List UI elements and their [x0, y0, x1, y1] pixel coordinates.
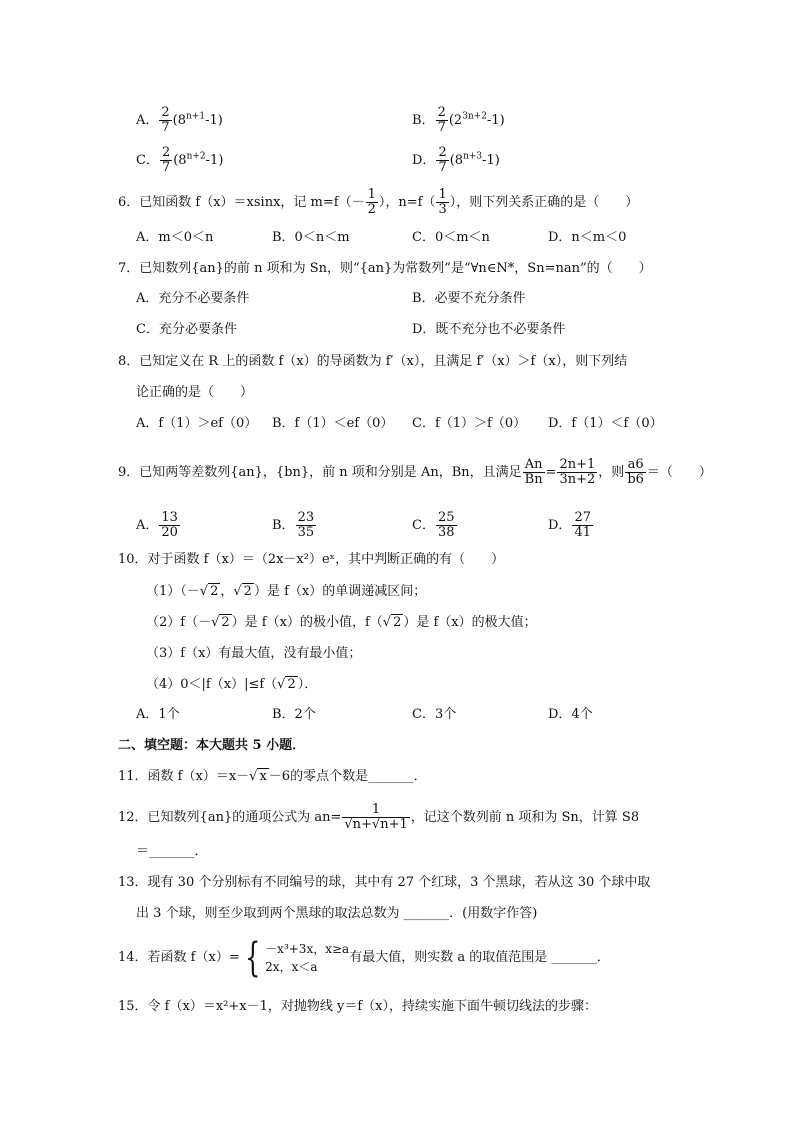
option-7D: D．既不充分也不必要条件	[412, 322, 566, 337]
statement-10-4: （4）0＜|f（x）|≤f（√ 2 ）．	[146, 677, 318, 692]
option-7B: B．必要不充分条件	[412, 291, 526, 306]
question-12-line2: ＝_______．	[136, 844, 208, 859]
question-6-stem: 6．已知函数 f（x）＝xsinx，记 m=f（－ $\frac{1}{2}$ ），n=f（ $\frac{1}{3}$ ），则下列关系正确的是（ ）	[118, 187, 639, 217]
statement-10-2: （2）f（－√ 2 ）是 f（x）的极小值，f（√ 2 ）是 f（x）的极大值；	[146, 615, 537, 630]
question-13-line1: 13．现有 30 个分别标有不同编号的球，其中有 27 个红球，3 个黑球，若从这 30 个球中取	[118, 875, 651, 890]
option-9B: B． $\frac{23}{35}$	[272, 510, 315, 540]
question-9-stem: 9．已知两等差数列{an}，{bn}，前 n 项和分别是 An，Bn，且满足 $\frac{An}{Bn}$ = $\frac{2n+1}{3n+2}$ ，则 $\frac{a6}{b6}$ ＝（ ）	[118, 457, 712, 487]
option-6C: C．0＜m＜n	[412, 230, 490, 245]
statement-10-1: （1）（－√ 2 ，√ 2 ）是 f（x）的单调递减区间；	[146, 584, 427, 599]
option-8B: B．f（1）＜ef（0）	[272, 416, 394, 431]
option-10C: C．3个	[412, 707, 457, 722]
option-6A: A．m＜0＜n	[136, 230, 214, 245]
option-8C: C．f（1）＞f（0）	[412, 416, 527, 431]
question-11: 11．函数 f（x）＝x－√ x －6的零点个数是_______．	[118, 769, 427, 784]
left-brace-icon: {	[244, 935, 261, 981]
statement-10-3: （3）f（x）有最大值，没有最小值；	[146, 646, 362, 661]
option-5C: C． $\frac{2}{7}$ $(8^{n+2}-1)$	[136, 145, 224, 175]
question-15: 15．令 f（x）＝x²+x－1，对抛物线 y＝f（x），持续实施下面牛顿切线法的步骤：	[118, 999, 597, 1014]
question-13-line2: 出 3 个球，则至少取到两个黑球的取法总数为 _______．(用数字作答)	[136, 906, 538, 921]
section-heading: 二、填空题：本大题共 5 小题．	[118, 738, 306, 753]
option-9A: A． $\frac{13}{20}$	[136, 510, 178, 540]
option-10A: A．1个	[136, 707, 180, 722]
option-10D: D．4个	[548, 707, 593, 722]
option-8A: A．f（1）＞ef（0）	[136, 416, 258, 431]
question-8-stem-line2: 论正确的是（ ）	[136, 385, 254, 400]
question-10-stem: 10．对于函数 f（x）＝（2x－x²）eˣ，其中判断正确的有（ ）	[118, 552, 505, 567]
question-8-stem-line1: 8．已知定义在 R 上的函数 f（x）的导函数为 f′（x），且满足 f′（x）＞f（x），则下列结	[118, 354, 628, 369]
option-6B: B．0＜n＜m	[272, 230, 350, 245]
question-14: 14．若函数 f（x）= { －x³+3x，x≥a 2x，x＜a 有最大值，则实数 a 的取值范围是 _______．	[118, 935, 610, 981]
option-5A: A． $\frac{2}{7}$ $(8^{n+1}-1)$	[136, 105, 223, 135]
option-9D: D． $\frac{27}{41}$	[548, 510, 591, 540]
option-7A: A．充分不必要条件	[136, 291, 250, 306]
option-6D: D．n＜m＜0	[548, 230, 627, 245]
question-7-stem: 7．已知数列{an}的前 n 项和为 Sn，则“{an}为常数列”是“∀n∈N*，Sn=nan”的（ ）	[118, 261, 652, 276]
option-9C: C． $\frac{25}{38}$	[412, 510, 455, 540]
option-8D: D．f（1）＜f（0）	[548, 416, 663, 431]
option-7C: C．充分必要条件	[136, 322, 237, 337]
option-5B: B． $\frac{2}{7}$ $(2^{3n+2}-1)$	[412, 105, 505, 135]
option-5D: D． $\frac{2}{7}$ $(8^{n+3}-1)$	[412, 145, 500, 175]
option-10B: B．2个	[272, 707, 316, 722]
question-12-line1: 12．已知数列{an}的通项公式为 an= $\frac{1}{√n+√n+1}$ ，记这个数列前 n 项和为 Sn，计算 S8	[118, 802, 640, 832]
